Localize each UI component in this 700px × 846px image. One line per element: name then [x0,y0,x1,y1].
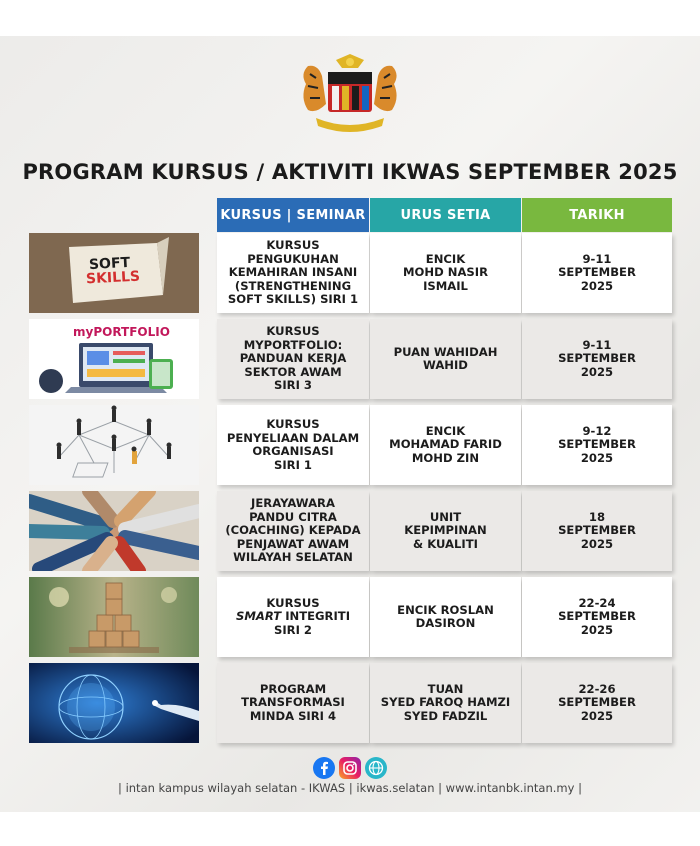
digital-globe-image [29,663,199,743]
course-date: 9-12 SEPTEMBER 2025 [522,405,672,485]
course-name: KURSUS PENGUKUHAN KEMAHIRAN INSANI (STRENGTHENING SOFT SKILLS) SIRI 1 [217,233,369,313]
website-globe-icon[interactable] [365,757,387,779]
myportfolio-label: myPORTFOLIO [73,325,170,339]
course-date: 9-11 SEPTEMBER 2025 [522,319,672,399]
instagram-icon[interactable] [339,757,361,779]
secretariat-name: ENCIK MOHD NASIR ISMAIL [370,233,521,313]
table-row [29,233,672,313]
myportfolio-image [29,319,199,399]
course-name [217,577,369,657]
soft-skills-text-red: SKILLS [85,268,141,288]
table-row [29,663,672,743]
footer-contact-text: | intan kampus wilayah selatan - IKWAS | ikwas.selatan | www.intanbk.intan.my | [118,781,582,795]
secretariat-name: PUAN WAHIDAH WAHID [370,319,521,399]
top-border [0,0,700,36]
secretariat-name: TUAN SYED FAROQ HAMZI SYED FADZIL [370,663,521,743]
secretariat-name: UNIT KEPIMPINAN & KUALITI [370,491,521,571]
course-name: PROGRAM TRANSFORMASI MINDA SIRI 4 [217,663,369,743]
course-name-suffix: INTEGRITI SIRI 2 [273,609,351,637]
secretariat-name: ENCIK MOHAMAD FARID MOHD ZIN [370,405,521,485]
table-row [29,319,672,399]
course-name-italic: SMART [235,609,282,624]
course-name: KURSUS MYPORTFOLIO: PANDUAN KERJA SEKTOR AWAM SIRI 3 [217,319,369,399]
course-date: 22-26 SEPTEMBER 2025 [522,663,672,743]
coat-of-arms-logo [296,54,404,138]
course-date: 9-11 SEPTEMBER 2025 [522,233,672,313]
organization-chart-image [29,405,199,485]
teamwork-hands-image [29,491,199,571]
bottom-border [0,812,700,846]
course-name: JERAYAWARA PANDU CITRA (COACHING) KEPADA PENJAWAT AWAM WILAYAH SELATAN [217,491,369,571]
header-secretariat: URUS SETIA [370,198,521,232]
header-course: KURSUS | SEMINAR [217,198,369,232]
page-title: PROGRAM KURSUS / AKTIVITI IKWAS SEPTEMBER 2025 [22,160,678,184]
table-row [29,577,672,657]
table-row [29,405,672,485]
course-name-prefix: KURSUS [266,595,320,610]
course-name: KURSUS PENYELIAAN DALAM ORGANISASI SIRI 1 [217,405,369,485]
soft-skills-image [29,233,199,313]
course-date: 22-24 SEPTEMBER 2025 [522,577,672,657]
facebook-icon[interactable] [313,757,335,779]
course-date: 18 SEPTEMBER 2025 [522,491,672,571]
table-row [29,491,672,571]
secretariat-name: ENCIK ROSLAN DASIRON [370,577,521,657]
soft-skills-text: SOFT [88,254,131,274]
integrity-blocks-image [29,577,199,657]
header-date: TARIKH [522,198,672,232]
